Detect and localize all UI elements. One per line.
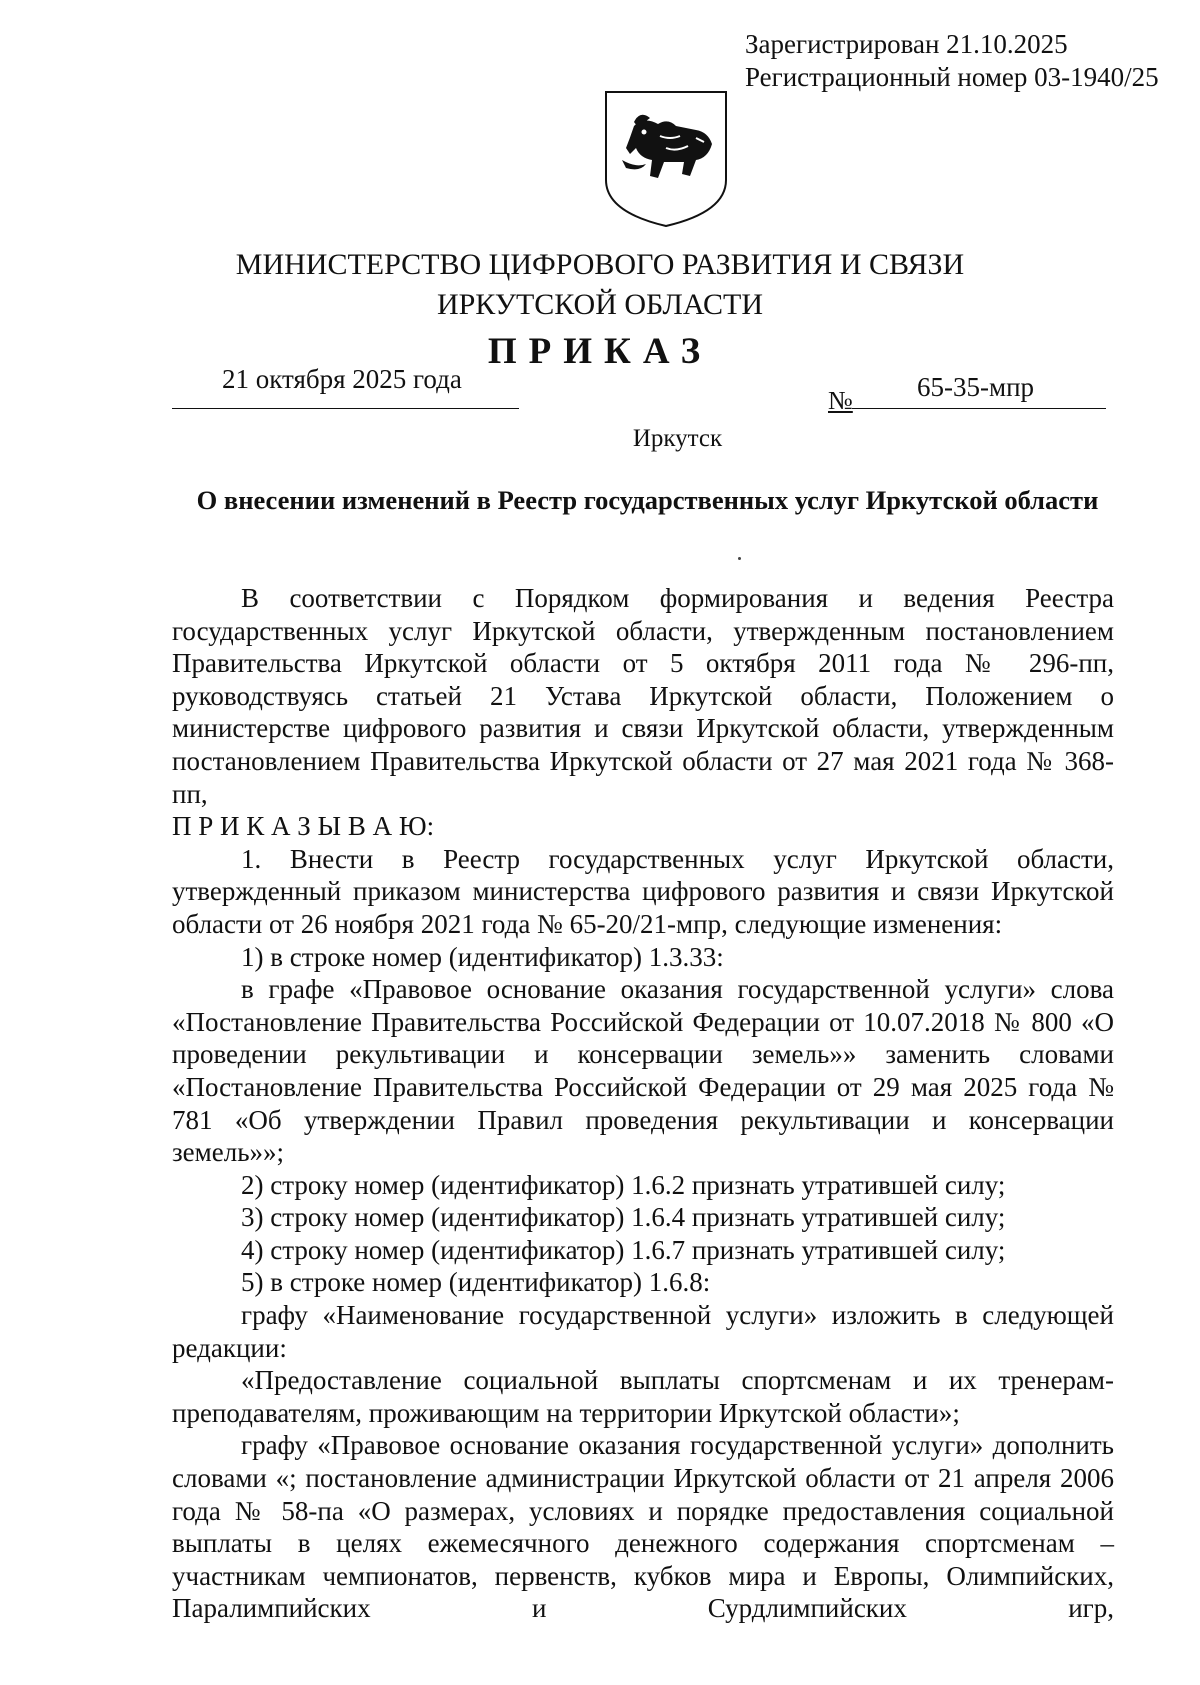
subitem-1-text: в графе «Правовое основание оказания государственной услуги» слова «Постановление Правительства Российской Федерации от 10.07.2018 № 800 «О проведении рекультивации и консервации земель»» заменить словами «Постановление Правительства Российской Федерации от 29 мая 2025 года № 781 «Об утверждении Правил проведения рекультивации и консервации земель»»; (172, 974, 1114, 1168)
subitem-1-heading: 1) в строке номер (идентификатор) 1.3.33: (241, 941, 724, 972)
subitem-5-text-2: «Предоставление социальной выплаты спортсменам и их тренерам-преподавателям, проживающим на территории Иркутской области»; (172, 1365, 1114, 1428)
date-underline (172, 408, 519, 409)
ministry-name (0, 245, 1200, 325)
order-subject: О внесении изменений в Реестр государственных услуг Иркутской области (196, 485, 1099, 515)
registration-date: Зарегистрирован 21.10.2025 (745, 29, 1068, 59)
subitem-5-text-3: графу «Правовое основание оказания государственной услуги» дополнить словами «; постановление администрации Иркутской области от 21 апреля 2006 года № 58-па «О размерах, условиях и порядке предоставления социальной выплаты в целях ежемесячного денежного содержания спортсменам – участникам чемпионатов, первенств, кубков мира и Европы, Олимпийских, Паралимпийских и Сурдлимпийских игр, (172, 1430, 1114, 1624)
order-word: П Р И К А З Ы В А Ю: (172, 811, 435, 842)
subitem-5-text-1: графу «Наименование государственной услуги» изложить в следующей редакции: (172, 1300, 1114, 1363)
irkutsk-coat-of-arms-icon (600, 88, 732, 228)
subitem-3: 3) строку номер (идентификатор) 1.6.4 признать утратившей силу; (241, 1202, 1006, 1233)
subitem-5-heading: 5) в строке номер (идентификатор) 1.6.8: (241, 1267, 711, 1298)
coat-of-arms-icon (600, 88, 732, 228)
ministry-name-line2: ИРКУТСКОЙ ОБЛАСТИ (436, 288, 764, 321)
stray-dot (738, 557, 741, 560)
preamble-paragraph: В соответствии с Порядком формирования и ведения Реестра государственных услуг Иркутской области, утвержденным постановлением Правительства Иркутской области от 5 октября 2011 года № 296-пп, руководствуясь статьей 21 Устава Иркутской области, Положением о министерстве цифрового развития и связи Иркутской области, утвержденным постановлением Правительства Иркутской области от 27 мая 2021 года № 368-пп, (172, 583, 1114, 809)
order-body (172, 582, 1114, 1625)
order-date: 21 октября 2025 года (222, 364, 462, 394)
registration-stamp (745, 28, 1159, 94)
number-underline (852, 408, 1106, 409)
document-type: ПРИКАЗ (487, 331, 713, 372)
ministry-name-line1: МИНИСТЕРСТВО ЦИФРОВОГО РАЗВИТИЯ И СВЯЗИ (235, 248, 965, 281)
item-1-paragraph: 1. Внести в Реестр государственных услуг Иркутской области, утвержденный приказом министерства цифрового развития и связи Иркутской области от 26 ноября 2021 года № 65-20/21-мпр, следующие изменения: (172, 843, 1114, 939)
registration-number: Регистрационный номер 03-1940/25 (745, 62, 1159, 92)
subitem-4: 4) строку номер (идентификатор) 1.6.7 признать утратившей силу; (241, 1234, 1006, 1265)
number-sign: № (828, 386, 853, 415)
order-number: 65-35-мпр (917, 372, 1035, 402)
city: Иркутск (632, 425, 723, 452)
subitem-2: 2) строку номер (идентификатор) 1.6.2 признать утратившей силу; (241, 1169, 1006, 1200)
